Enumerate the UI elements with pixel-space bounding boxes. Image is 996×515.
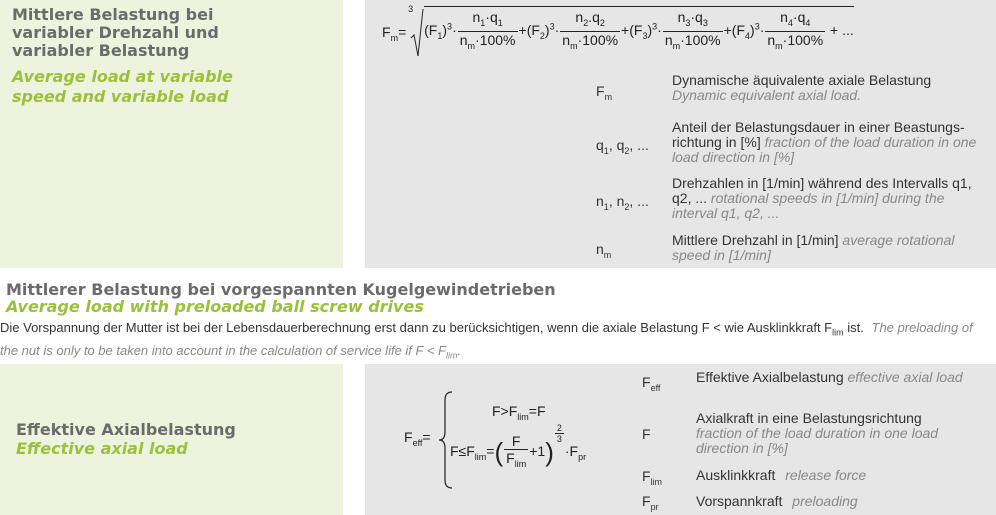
def8-symbol: $F_{pr}$ [642, 493, 659, 512]
def6-symbol: F [642, 426, 651, 442]
def1-symbol: $F_m$ [596, 83, 613, 102]
formula-ellipsis: + ... [830, 22, 854, 39]
def7-text: Ausklinkkraft release force [696, 467, 867, 483]
def6-text: Axialkraft in eine Belastungsrichtung fraction of the load duration in one load direction in [%] [696, 410, 939, 456]
section1-title-en: Average load at variable speed and variable load [12, 67, 233, 106]
section2-title-en: Average load with preloaded ball screw drives [6, 297, 424, 316]
term-4: $(F_4)^3\cdot$ $\frac{n_4\cdot q_4}{n_m\cdot 100\%}$ [731, 9, 824, 51]
section1-title-de: Mittlere Belastung bei variabler Drehzahl und variabler Belastung [12, 5, 219, 60]
section2-title-de: Mittlerer Belastung bei vorgespannten Kugelgewindetrieben [6, 280, 556, 299]
def3-text: Drehzahlen in [1/min] während des Intervalls q1, q2, ... rotational speeds in [1/min] during the interval q1, q2, ... [672, 175, 972, 221]
section3-lhs: $F_{eff}=$ [404, 429, 431, 448]
def5-text: Effektive Axialbelastung effective axial load [696, 369, 963, 385]
def2-text: Anteil der Belastungsdauer in einer Beastungs-richtung in [%] fraction of the load duration in one load direction in [%] [672, 119, 977, 165]
section3-case1: $F>F_{lim}=F$ [492, 403, 546, 422]
def5-symbol: $F_{eff}$ [642, 374, 661, 393]
section1-main-formula [382, 4, 854, 58]
def8-text: Vorspannkraft preloading [696, 493, 858, 509]
term-1: $(F_1)^3\cdot$ $\frac{n_1\cdot q_1}{n_m\cdot 100\%}$ [424, 9, 516, 51]
term-2: $(F_2)^3\cdot$ $\frac{n_2.q_2}{n_m\cdot 100\%}$ [526, 9, 619, 51]
section3-title-en: Effective axial load [16, 439, 188, 458]
section3-case2: $F\le F_{lim}=$( $\frac{F}{F_{lim}}$ +1) $\frac{2}{3}$ $\cdot F_{pr}$ [450, 423, 587, 469]
def4-symbol: $n_m$ [596, 241, 612, 260]
def7-symbol: $F_{lim}$ [642, 468, 663, 487]
def4-text: Mittlere Drehzahl in [1/min] average rotational speed in [1/min] [672, 232, 955, 263]
def2-symbol: $q_1$, $q_2$, ... [596, 137, 649, 156]
section3-title-de: Effektive Axialbelastung [16, 420, 236, 439]
root-sign-icon [410, 8, 424, 58]
def1-text: Dynamische äquivalente axiale Belastung Dynamic equivalent axial load. [672, 72, 932, 103]
section2-body-text: Die Vorspannung der Mutter ist bei der Lebensdauerberechnung erst dann zu berücksichtigen, wenn die axiale Belastung F < wie Ausklinkkraft $F_{lim}$ ist. The preloading of the nut is only to be taken into account in the calculation of service life if $F < F_{lim}$. [0, 320, 973, 361]
term-3: $(F_3)^3\cdot$ $\frac{n_3\cdot q_3}{n_m\cdot 100\%}$ [629, 9, 721, 51]
radicand: $(F_1)^3\cdot$ $\frac{n_1\cdot q_1}{n_m\cdot 100\%}$ $+(F_2)^3\cdot$ $\frac{n_2.q_2}{n_m\cdot 100\%}$ $+(F_3)^3\cdot$ $\frac{n_3\cdot q_3}{n_m\cdot 100\%}$ $+(F_4)^3\cdot$ $\frac{n_4\cdot q_4}{n_m\cdot 100\%}$ + ... [424, 6, 854, 54]
def3-symbol: $n_1$, $n_2$, ... [596, 193, 649, 212]
root-index: 3 [408, 4, 414, 14]
formula-lhs: $F_m=$ [382, 23, 407, 43]
